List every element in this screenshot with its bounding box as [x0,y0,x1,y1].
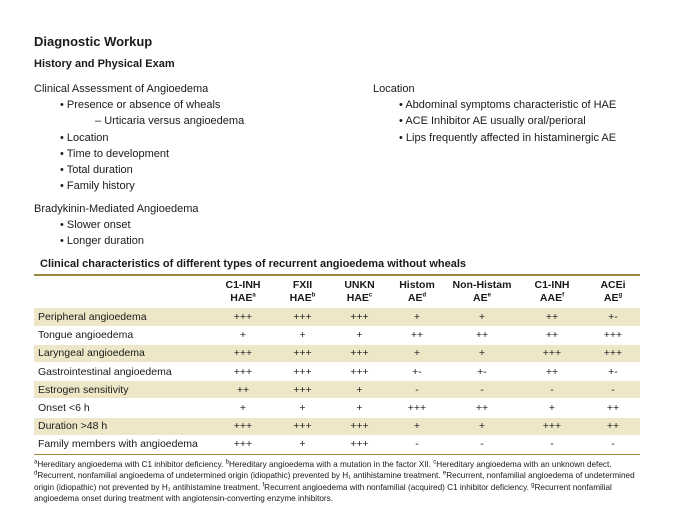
row-label: Estrogen sensitivity [34,381,212,399]
table-cell: +- [388,363,446,381]
footnote-text: Recurrent angioedema with nonfamilial (acquired) C1 inhibitor deficiency. [264,482,532,492]
table-cell: + [446,308,518,326]
footnote-text: Hereditary angioedema with an unknown defect. [436,460,612,469]
table-cell: - [388,381,446,399]
footnote-text: Recurrent, nonfamilial angioedema of undetermined origin (idiopathic) prevented by H₁ antihistamine treatment. [37,471,443,481]
table-row [34,435,640,453]
column-header: Non-Histam $AE^e$ [452,279,512,304]
clinical-assessment-heading: Clinical Assessment of Angioedema [34,83,209,95]
page-title: Diagnostic Workup [34,34,153,49]
list-subitem: – Urticaria versus angioedema [34,113,244,129]
table-cell: +++ [212,435,274,453]
row-label: Family members with angioedema [34,435,212,453]
table-cell: ++ [518,363,586,381]
table-cell: +++ [586,326,640,344]
table-cell: - [446,381,518,399]
table-cell: ++ [446,399,518,417]
location-list [373,81,616,146]
row-label: Duration >48 h [34,417,212,435]
footnote-marker: f [262,481,265,488]
table-cell: +++ [331,344,388,362]
location-heading: Location [373,83,415,95]
table-cell: +- [446,363,518,381]
list-item: • Location [34,130,244,146]
column-header: UNKN HAE$^c$ [344,279,375,304]
table-cell: ++ [518,308,586,326]
table-cell: +- [586,363,640,381]
table-header-blank [34,276,212,308]
list-item: • Total duration [34,162,244,178]
column-header: C1-INH HAE$^a$ [225,279,261,304]
column-header: Histom $AE^d$ [399,279,435,304]
table-cell: + [274,435,331,453]
table-cell: + [212,326,274,344]
list-item: • Family history [34,178,244,194]
table-row [34,417,640,435]
table-cell: +++ [212,308,274,326]
table-cell: + [331,326,388,344]
table-cell: - [586,435,640,453]
table-cell: + [388,344,446,362]
table-cell: + [331,381,388,399]
table-cell: +++ [518,344,586,362]
table-title: Clinical characteristics of different types of recurrent angioedema without wheals [40,258,467,270]
table-cell: + [212,399,274,417]
table-cell: + [518,399,586,417]
table-cell: +++ [212,363,274,381]
list-item: • Time to development [34,146,244,162]
footnote-text: Recurrent, nonfamilial angioedema of undetermined origin (idiopathic) not prevented by H₁ antihistamine treatment. [34,471,635,492]
footnote-marker: d [34,470,38,477]
table-row [34,326,640,344]
bradykinin-heading: Bradykinin-Mediated Angioedema [34,203,199,215]
footnote-marker: c [433,459,437,466]
table-cell: + [388,308,446,326]
row-label: Gastrointestinal angioedema [34,363,212,381]
table-row [34,308,640,326]
table-cell: +++ [274,363,331,381]
table-cell: +++ [212,344,274,362]
table-cell: ++ [518,326,586,344]
list-item: • Slower onset [34,217,199,233]
footnote-text: Hereditary angioedema with C1 inhibitor deficiency. [37,460,226,469]
table-cell: - [446,435,518,453]
table-cell: + [388,417,446,435]
table-cell: +++ [274,344,331,362]
table-cell: +++ [274,417,331,435]
table-cell: +++ [331,363,388,381]
section-subtitle: History and Physical Exam [34,58,175,70]
row-label: Peripheral angioedema [34,308,212,326]
footnote-marker: g [531,481,535,488]
table-cell: +++ [331,417,388,435]
footnote-marker: e [442,470,447,477]
table-cell: + [446,344,518,362]
list-item: • ACE Inhibitor AE usually oral/perioral [373,113,616,129]
table-row [34,399,640,417]
footnote-text: Hereditary angioedema with a mutation in the factor XII. [228,460,434,469]
table-cell: +++ [274,308,331,326]
list-item: • Abdominal symptoms characteristic of HAE [373,97,616,113]
table-cell: +++ [212,417,274,435]
table-row [34,381,640,399]
footnote-text: Recurrent nonfamilial angioedema onset during treatment with angiotensin-converting enzyme inhibitors. [34,482,612,503]
table-header-row [34,276,640,308]
row-label: Laryngeal angioedema [34,344,212,362]
table-cell: ++ [446,326,518,344]
table-cell: - [518,381,586,399]
row-label: Onset <6 h [34,399,212,417]
clinical-assessment-list [34,81,244,194]
table-cell: + [446,417,518,435]
table-cell: +- [586,308,640,326]
table-cell: + [274,399,331,417]
angioedema-table [34,274,640,455]
column-header: C1-INH AAE$^f$ [534,279,570,304]
list-item: • Longer duration [34,233,199,249]
table-cell: - [518,435,586,453]
row-label: Tongue angioedema [34,326,212,344]
footnotes [34,459,644,504]
table-cell: ++ [586,417,640,435]
table-cell: +++ [274,381,331,399]
list-item: • Presence or absence of wheals [34,97,244,113]
table-cell: + [331,399,388,417]
table-cell: ++ [586,399,640,417]
column-header: ACEi $AE^g$ [600,279,626,304]
table-cell: ++ [388,326,446,344]
bradykinin-list [34,201,199,250]
table-row [34,344,640,362]
table-cell: +++ [331,435,388,453]
table-cell: +++ [586,344,640,362]
table-cell: - [586,381,640,399]
table-cell: +++ [518,417,586,435]
table-body [34,308,640,454]
table-cell: +++ [388,399,446,417]
footnote-marker: a [34,459,38,466]
table-cell: +++ [331,308,388,326]
table-row [34,363,640,381]
table-bottom-rule [34,454,640,455]
table-cell: + [274,326,331,344]
table-cell: - [388,435,446,453]
column-header: FXII HAE$^b$ [289,279,316,304]
table-cell: ++ [212,381,274,399]
list-item: • Lips frequently affected in histaminergic AE [373,130,616,146]
footnote-marker: b [225,459,229,466]
